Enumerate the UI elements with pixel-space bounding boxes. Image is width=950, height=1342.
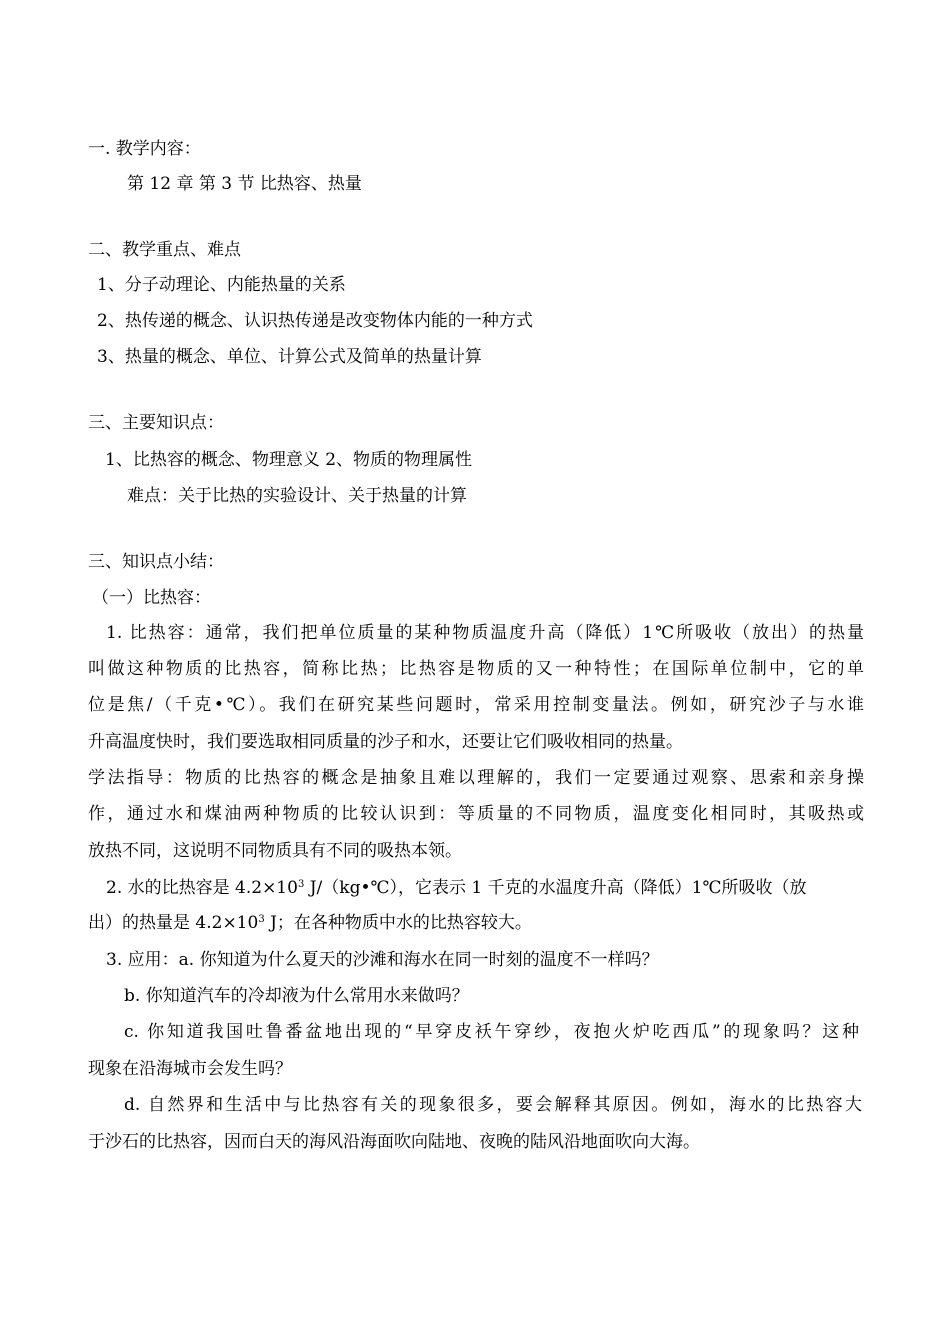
key-point-item: 1、分子动理论、内能热量的关系 xyxy=(97,275,346,295)
key-point-item: 2、热传递的概念、认识热传递是改变物体内能的一种方式 xyxy=(97,311,533,331)
paragraph-line: 升高温度快时，我们要选取相同质量的沙子和水，还要让它们吸收相同的热量。 xyxy=(88,732,683,752)
paragraph-line: 于沙石的比热容，因而白天的海风沿海面吹向陆地、夜晚的陆风沿地面吹向大海。 xyxy=(88,1132,700,1152)
application-item: d. 自然界和生活中与比热容有关的现象很多，要会解释其原因。例如，海水的比热容大 xyxy=(124,1095,862,1115)
knowledge-line: 1、比热容的概念、物理意义 2、物质的物理属性 xyxy=(105,450,473,470)
text-segment: J/（kg•℃），它表示 1 千克的水温度升高（降低）1℃所吸收（放 xyxy=(304,878,807,898)
paragraph-line: 放热不同，这说明不同物质具有不同的吸热本领。 xyxy=(88,841,462,861)
application-item: b. 你知道汽车的冷却液为什么常用水来做吗？ xyxy=(124,986,469,1006)
text-segment: J；在各种物质中水的比热容较大。 xyxy=(264,913,532,933)
exponent: 3 xyxy=(297,879,305,890)
application-item: 3. 应用：a. 你知道为什么夏天的沙滩和海水在同一时刻的温度不一样吗？ xyxy=(106,950,659,970)
application-item: c. 你知道我国吐鲁番盆地出现的“早穿皮袄午穿纱，夜抱火炉吃西瓜”的现象吗？这种 xyxy=(124,1022,859,1042)
exponent: 3 xyxy=(258,914,265,925)
text-segment: 2. 水的比热容是 4.2×10 xyxy=(106,878,298,898)
chapter-line: 第 12 章 第 3 节 比热容、热量 xyxy=(127,174,362,194)
paragraph-line: 叫做这种物质的比热容，简称比热；比热容是物质的又一种特性；在国际单位制中，它的单 xyxy=(88,659,864,679)
paragraph-line: 1. 比热容：通常，我们把单位质量的某种物质温度升高（降低）1℃所吸收（放出）的热量 xyxy=(106,623,864,643)
difficulty-line: 难点：关于比热的实验设计、关于热量的计算 xyxy=(127,486,467,506)
section-heading-main-knowledge: 三、主要知识点： xyxy=(88,413,224,433)
key-point-item: 3、热量的概念、单位、计算公式及简单的热量计算 xyxy=(97,347,482,367)
paragraph-line xyxy=(106,877,886,899)
subsection-heading-specific-heat: （一）比热容： xyxy=(92,588,211,608)
paragraph-line: 位是焦/（千克•℃）。我们在研究某些问题时，常采用控制变量法。例如，研究沙子与水谁 xyxy=(88,695,864,715)
paragraph-line xyxy=(88,912,868,934)
section-heading-teaching-content: 一. 教学内容： xyxy=(88,139,201,159)
section-heading-summary: 三、知识点小结： xyxy=(88,552,224,572)
text-segment: 出）的热量是 4.2×10 xyxy=(88,913,259,933)
paragraph-line: 学法指导：物质的比热容的概念是抽象且难以理解的，我们一定要通过观察、思索和亲身操 xyxy=(88,768,864,788)
paragraph-line: 作，通过水和煤油两种物质的比较认识到：等质量的不同物质，温度变化相同时，其吸热或 xyxy=(88,804,864,824)
section-heading-key-points: 二、教学重点、难点 xyxy=(88,240,241,260)
paragraph-line: 现象在沿海城市会发生吗？ xyxy=(88,1059,292,1079)
